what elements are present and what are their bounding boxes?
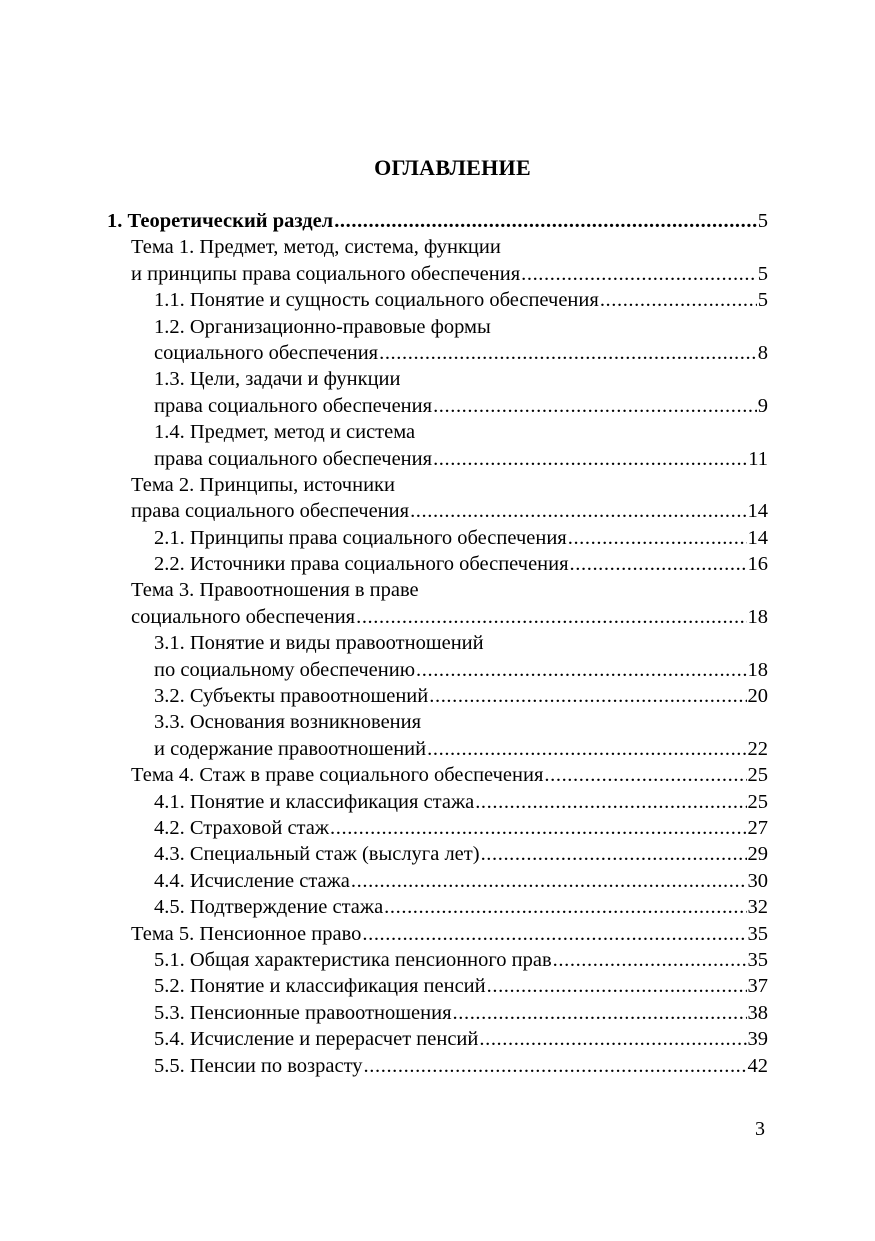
- toc-entry-title: 1.2. Организационно-правовые формы: [154, 315, 491, 338]
- toc-entry-page: 11: [748, 447, 768, 470]
- toc-entry-title: социального обеспечения: [131, 605, 356, 628]
- dot-leader: [544, 762, 746, 788]
- toc-entry-title: 5.2. Понятие и классификация пенсий: [154, 975, 486, 998]
- toc-entry-title: и принципы права социального обеспечения: [131, 262, 521, 285]
- dot-leader: [570, 551, 747, 577]
- dot-leader: [416, 657, 746, 683]
- toc-entry-page: 37: [747, 975, 768, 998]
- dot-leader: [481, 841, 747, 867]
- toc-entry-line: [107, 366, 768, 392]
- table-of-contents: [107, 208, 768, 1079]
- dot-leader: [487, 973, 747, 999]
- dot-leader: [410, 498, 746, 524]
- toc-entry-line-last: [107, 604, 768, 630]
- dot-leader: [521, 261, 757, 287]
- toc-entry-line-last: [107, 340, 768, 366]
- toc-entry[interactable]: [107, 789, 768, 815]
- toc-entry[interactable]: [107, 551, 768, 577]
- toc-entry-line-last: [107, 868, 768, 894]
- page-number: 3: [755, 1118, 765, 1140]
- toc-entry-line-last: [107, 947, 768, 973]
- toc-entry[interactable]: [107, 868, 768, 894]
- toc-entry-page: 18: [747, 605, 768, 628]
- dot-leader: [568, 525, 747, 551]
- toc-entry-title: 1.3. Цели, задачи и функции: [154, 368, 401, 391]
- toc-entry-page: 35: [747, 948, 768, 971]
- toc-entry-page: 30: [747, 869, 768, 892]
- dot-leader: [429, 683, 746, 709]
- toc-entry-page: 42: [747, 1054, 768, 1077]
- toc-entry-line-last: [107, 525, 768, 551]
- dot-leader: [356, 604, 746, 630]
- toc-entry-title: права социального обеспечения: [154, 394, 433, 417]
- dot-leader: [379, 340, 757, 366]
- toc-entry[interactable]: [107, 1053, 768, 1079]
- toc-entry-title: Тема 4. Стаж в праве социального обеспечения: [131, 764, 544, 787]
- toc-entry-page: 14: [747, 526, 768, 549]
- toc-entry-title: Тема 1. Предмет, метод, система, функции: [131, 236, 501, 259]
- toc-entry-title: права социального обеспечения: [154, 447, 433, 470]
- toc-entry-line-last: [107, 393, 768, 419]
- toc-entry-title: 2.1. Принципы права социального обеспечения: [154, 526, 567, 549]
- toc-entry-line-last: [107, 762, 768, 788]
- toc-entry[interactable]: [107, 841, 768, 867]
- toc-entry[interactable]: [107, 208, 768, 234]
- toc-entry-line: [107, 709, 768, 735]
- toc-entry[interactable]: [107, 366, 768, 419]
- toc-entry-line: [107, 472, 768, 498]
- toc-entry-page: 5: [757, 289, 768, 312]
- toc-entry-title: Тема 5. Пенсионное право: [131, 922, 362, 945]
- toc-entry[interactable]: [107, 683, 768, 709]
- toc-entry-title: Тема 2. Принципы, источники: [131, 473, 395, 496]
- toc-entry-page: 32: [747, 896, 768, 919]
- toc-entry[interactable]: [107, 947, 768, 973]
- toc-entry-line-last: [107, 683, 768, 709]
- toc-entry-line-last: [107, 1000, 768, 1026]
- dot-leader: [479, 1026, 746, 1052]
- dot-leader: [433, 393, 757, 419]
- toc-entry[interactable]: [107, 894, 768, 920]
- toc-entry-title: 5.5. Пенсии по возрасту: [154, 1054, 363, 1077]
- toc-entry-page: 14: [747, 500, 768, 523]
- toc-entry-page: 18: [747, 658, 768, 681]
- toc-entry-line-last: [107, 894, 768, 920]
- toc-entry-line-last: [107, 287, 768, 313]
- toc-entry-title: по социальному обеспечению: [154, 658, 416, 681]
- dot-leader: [433, 446, 747, 472]
- toc-entry-title: 1.4. Предмет, метод и система: [154, 421, 416, 444]
- toc-entry-title: 4.5. Подтверждение стажа: [154, 896, 384, 919]
- toc-entry-line-last: [107, 921, 768, 947]
- toc-entry[interactable]: [107, 472, 768, 525]
- toc-entry-page: 8: [757, 341, 768, 364]
- toc-entry-line-last: [107, 841, 768, 867]
- toc-entry-title: 4.1. Понятие и классификация стажа: [154, 790, 475, 813]
- dot-leader: [453, 1000, 747, 1026]
- dot-leader: [330, 815, 746, 841]
- toc-entry-title: 4.3. Специальный стаж (выслуга лет): [154, 843, 480, 866]
- toc-entry[interactable]: [107, 525, 768, 551]
- toc-entry-page: 27: [747, 816, 768, 839]
- toc-entry[interactable]: [107, 287, 768, 313]
- toc-entry-title: и содержание правоотношений: [154, 737, 427, 760]
- toc-entry[interactable]: [107, 762, 768, 788]
- toc-entry-page: 20: [747, 685, 768, 708]
- dot-leader: [364, 1053, 747, 1079]
- toc-entry-title: 5.3. Пенсионные правоотношения: [154, 1001, 452, 1024]
- toc-entry-line-last: [107, 815, 768, 841]
- toc-entry-title: 4.4. Исчисление стажа: [154, 869, 350, 892]
- toc-entry-line-last: [107, 261, 768, 287]
- toc-entry-line-last: [107, 446, 768, 472]
- toc-entry[interactable]: [107, 1026, 768, 1052]
- toc-entry-page: 16: [747, 553, 768, 576]
- toc-entry-line: [107, 234, 768, 260]
- page-title: ОГЛАВЛЕНИЕ: [374, 155, 531, 180]
- toc-entry-page: 39: [747, 1028, 768, 1051]
- toc-entry-page: 35: [747, 922, 768, 945]
- toc-entry-title: 1. Теоретический раздел: [107, 210, 334, 232]
- toc-entry-title: 5.4. Исчисление и перерасчет пенсий: [154, 1028, 479, 1051]
- toc-entry-line-last: [107, 736, 768, 762]
- dot-leader: [600, 287, 757, 313]
- toc-entry-title: 3.3. Основания возникновения: [154, 711, 422, 734]
- toc-entry-line-last: [107, 551, 768, 577]
- toc-entry-page: 25: [747, 790, 768, 813]
- toc-entry-line-last: [107, 1026, 768, 1052]
- toc-entry-title: Тема 3. Правоотношения в праве: [131, 579, 419, 602]
- toc-entry-title: 1.1. Понятие и сущность социального обеспечения: [154, 289, 599, 312]
- dot-leader: [384, 894, 746, 920]
- toc-entry-page: 25: [747, 764, 768, 787]
- toc-entry-page: 29: [747, 843, 768, 866]
- toc-entry-title: социального обеспечения: [154, 341, 379, 364]
- toc-entry-title: права социального обеспечения: [131, 500, 410, 523]
- dot-leader: [351, 868, 747, 894]
- toc-entry-title: 4.2. Страховой стаж: [154, 816, 330, 839]
- toc-entry-line: [107, 314, 768, 340]
- toc-entry-line-last: [107, 657, 768, 683]
- toc-entry-title: 5.1. Общая характеристика пенсионного прав: [154, 948, 552, 971]
- toc-entry-title: 3.1. Понятие и виды правоотношений: [154, 632, 484, 655]
- toc-entry[interactable]: [107, 973, 768, 999]
- toc-entry[interactable]: [107, 314, 768, 367]
- toc-entry-line-last: [107, 498, 768, 524]
- dot-leader: [334, 208, 757, 234]
- toc-entry[interactable]: [107, 234, 768, 287]
- toc-entry-line-last: [107, 789, 768, 815]
- toc-entry[interactable]: [107, 709, 768, 762]
- dot-leader: [427, 736, 746, 762]
- toc-entry-line: [107, 419, 768, 445]
- toc-entry[interactable]: [107, 921, 768, 947]
- toc-entry-line-last: [107, 208, 768, 234]
- toc-entry-line-last: [107, 1053, 768, 1079]
- toc-entry-page: 38: [747, 1001, 768, 1024]
- toc-entry[interactable]: [107, 1000, 768, 1026]
- toc-entry-page: 9: [757, 394, 768, 417]
- toc-entry-title: 2.2. Источники права социального обеспечения: [154, 553, 569, 576]
- toc-entry-page: 22: [747, 737, 768, 760]
- toc-entry[interactable]: [107, 419, 768, 472]
- toc-entry-line-last: [107, 973, 768, 999]
- toc-entry[interactable]: [107, 630, 768, 683]
- dot-leader: [475, 789, 746, 815]
- toc-entry-title: 3.2. Субъекты правоотношений: [154, 685, 429, 708]
- toc-entry-page: 5: [757, 262, 768, 285]
- toc-entry-line: [107, 577, 768, 603]
- toc-entry[interactable]: [107, 815, 768, 841]
- toc-entry-line: [107, 630, 768, 656]
- toc-entry-page: 5: [757, 210, 768, 232]
- dot-leader: [553, 947, 747, 973]
- toc-entry[interactable]: [107, 577, 768, 630]
- dot-leader: [362, 921, 746, 947]
